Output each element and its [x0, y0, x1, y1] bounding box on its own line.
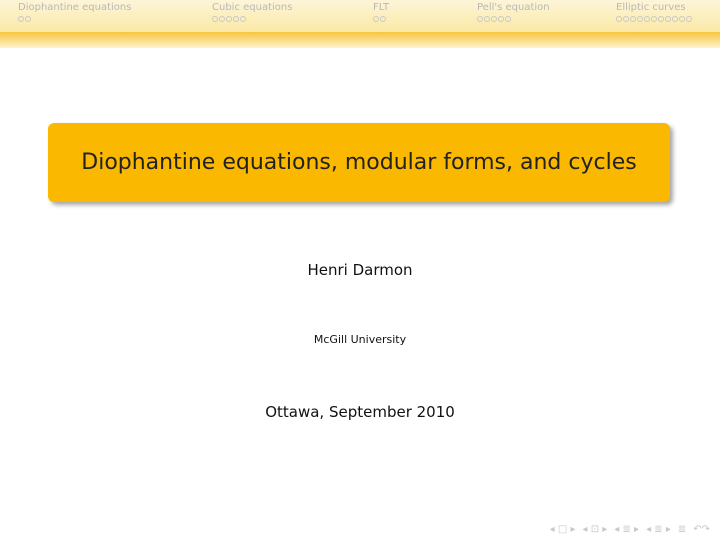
author-name: Henri Darmon	[307, 261, 413, 279]
nav-dot[interactable]	[616, 16, 622, 22]
nav-dots-pells-equation[interactable]	[477, 16, 511, 22]
subsection-nav-icon[interactable]: ◂ ⊡ ▸	[582, 524, 608, 535]
frame-nav-icon[interactable]: ◂ □ ▸	[549, 524, 576, 535]
nav-dots-flt[interactable]	[373, 16, 386, 22]
nav-dot[interactable]	[219, 16, 225, 22]
beamer-navigation-controls	[550, 524, 710, 535]
presentation-date: Ottawa, September 2010	[265, 403, 455, 421]
nav-dot[interactable]	[651, 16, 657, 22]
nav-section-pells-equation[interactable]: Pell's equation	[477, 2, 550, 13]
back-forward-search-icon[interactable]: ↶↷	[693, 524, 710, 535]
header-gradient-strip	[0, 32, 720, 48]
nav-dots-cubic-equations[interactable]	[212, 16, 246, 22]
nav-dot[interactable]	[658, 16, 664, 22]
nav-dot[interactable]	[380, 16, 386, 22]
nav-dot[interactable]	[623, 16, 629, 22]
nav-dot[interactable]	[498, 16, 504, 22]
nav-section-flt[interactable]: FLT	[373, 2, 390, 13]
nav-dots-diophantine-equations[interactable]	[18, 16, 31, 22]
institute: McGill University	[313, 333, 407, 346]
nav-dots-elliptic-curves[interactable]	[616, 16, 692, 22]
section-nav-icon[interactable]: ◂ ≣ ▸	[614, 524, 640, 535]
appendix-nav-icon[interactable]: ≣	[677, 524, 687, 535]
nav-dot[interactable]	[18, 16, 24, 22]
nav-dot[interactable]	[233, 16, 239, 22]
document-nav-icon[interactable]: ◂ ≣ ▸	[646, 524, 671, 535]
nav-section-cubic-equations[interactable]: Cubic equations	[212, 2, 293, 13]
nav-dot[interactable]	[665, 16, 671, 22]
title-box	[48, 123, 670, 202]
nav-dot[interactable]	[505, 16, 511, 22]
nav-dot[interactable]	[637, 16, 643, 22]
nav-dot[interactable]	[686, 16, 692, 22]
nav-dot[interactable]	[226, 16, 232, 22]
nav-dot[interactable]	[25, 16, 31, 22]
nav-dot[interactable]	[212, 16, 218, 22]
slide-title: Diophantine equations, modular forms, and cycles	[81, 150, 637, 175]
nav-dot[interactable]	[679, 16, 685, 22]
nav-dot[interactable]	[644, 16, 650, 22]
nav-section-elliptic-curves[interactable]: Elliptic curves	[616, 2, 686, 13]
nav-section-diophantine-equations[interactable]: Diophantine equations	[18, 2, 132, 13]
nav-dot[interactable]	[477, 16, 483, 22]
nav-dot[interactable]	[240, 16, 246, 22]
nav-dot[interactable]	[484, 16, 490, 22]
nav-dot[interactable]	[630, 16, 636, 22]
nav-dot[interactable]	[373, 16, 379, 22]
nav-dot[interactable]	[672, 16, 678, 22]
section-navigation-bar	[0, 0, 720, 32]
nav-dot[interactable]	[491, 16, 497, 22]
